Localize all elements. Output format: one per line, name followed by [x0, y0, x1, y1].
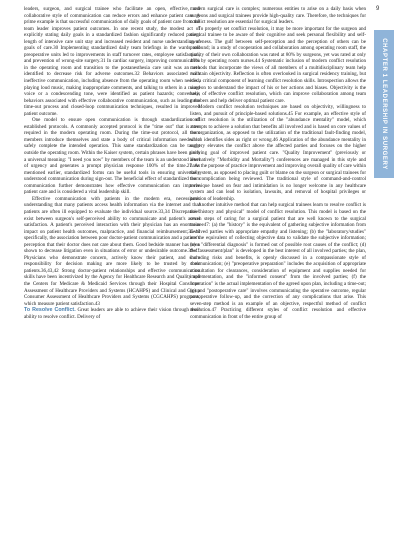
paragraph: modern surgical care is complex; numerous entities to arise on a daily basis when surgeons and surgical trainees provide high-quality care. Therefore, the techniques for conflict resolution are essential for surgical leaders. — [190, 6, 366, 26]
paragraph: Another intuitive method that can help surgical trainees learn to resolve conflict is the "history and physical" model of conflict resolution. This model is based on the seven steps of caring for a surgical patient that are well known to the surgical trainee47: (a) the "history" is the equivalent of gathering subjective information from involved parties with appropriate empathy and listening; (b) the "laboratory/studies" are the equivalent of collecting objective data to validate the subjective information; (c) a "differential diagnosis" is formed out of possible root causes of the conflict; (d) the "assessment/plan" is developed in the best interest of all involved parties; the plan, including risks and benefits, is openly discussed in a compassionate style of communication; (e) "preoperative preparation" includes the acquisition of appropriate consultation for clearances, consideration of equipment and supplies needed for implementation, and the "informed consent" from the involved parties; (f) the "operation" is the actual implementation of the agreed upon plan, including a time-out; (g) and "postoperative care" involves communicating the operative outcome, regular postoperative follow-up, and the correction of any complications that arise. This seven-step method is an example of an objective, respectful method of conflict resolution.47 Practicing different styles of conflict resolution and effective communication in front of the entire group of — [190, 202, 366, 320]
paragraph: One model to ensure open communication is through standardization of established protocols. A commonly accepted protocol is the "time out" that is now required in the modern operating room. During the time-out protocol, all team members introduce themselves and state a body of critical information needed to safely complete the intended operation. This same standardization can be taught outside the operating room. Within the Kaiser system, certain phrases have been given a universal meaning: "I need you now" by members of the team is an understood level of urgency and generates a prompt physician response 100% of the time.27 As mentioned earlier, standardized forms can be useful tools in ensuring universally understood communication during sign-out. The beneficial effect of standardized team communication further demonstrates how effective communication can improve patient care and is considered a vital leadership skill. — [24, 117, 200, 196]
paragraph: leaders, surgeon, and surgical trainee who facilitate an open, effective, and collaborative style of communication can reduce errors and enhance patient care. A prime example is that successful communication of daily goals of patient care from the team leader improves patient outcomes. In one recent study, the modest act of explicitly stating daily goals in a standardized fashion significantly reduced patient length of intensive care unit stay and increased resident and nurse understanding of goals of care.30 Implementing standardized daily team briefings in the wards and preoperative units led to improvements in staff turnover rates, employee satisfaction, and prevention of wrong-site surgery.31 In cardiac surgery, improving communication in the operating room and transition to the postanesthesia care unit was an area identified to decrease risk for adverse outcomes.32 Behaviors associated with ineffective communication, including absence from the operating room when needed, playing loud music, making inappropriate comments, and talking to others in a raised voice or a condescending tone, were identified as patient hazards; conversely, behaviors associated with effective collaborative communication, such as leading the time-out process and closed-loop communication techniques, resulted in improved patient outcome. — [24, 6, 200, 117]
section-heading: To Resolve Conflict. — [24, 307, 76, 314]
paragraph-text: Great leaders are able to achieve their vision through their ability to resolve conflict. Delivery of — [24, 307, 200, 320]
paragraph: Effective communication with patients in the modern era, necessitates understanding that many patients access health information via the internet and that patients are often ill equipped to evaluate the individual source.33,34 Discrepancies exist between surgeon's self-perceived ability to communicate and patient's actual satisfaction. A patient's perceived interaction with their physician has an enormous impact on patient health outcomes, malpractice, and financial reimbursement;35-40 specifically, the association between poor doctor-patient communication and a patient's perception that their doctor does not care about them. Good bedside manner has been shown to decrease litigation even in situations of error or undesirable outcome.39-41 Physicians who demonstrate concern, actively know their patient, and share responsibility for decision making are more likely to be trusted by their patients.36,43,42 Strong doctor-patient relationships and effective communication skills have been incentivized by the Agency for Healthcare Research and Quality and the Centers for Medicare & Medicaid Services through their Hospital Consumer Assessment of Healthcare Providers and Systems (HCAHPS) and Clinical and Group Consumer Assessment of Healthcare Providers and Systems (CGCAHPS) programs, which measure patient satisfaction.43 — [24, 195, 200, 307]
paragraph: To properly set conflict resolution, it may be more important for the surgeon and surgical trainee to be aware of their cognitive and seek personal flexibility and self-awareness. The gulf between self-perception and the perception of others can be profound; in a study of cooperation and collaboration among operating room staff, the quality of their own collaboration was rated at 80% by surgeons, yet was rated at only 48% by operating room nurses.44 Systematic inclusion of modern conflict resolution methods that incorporate the views of all members of a multidisciplinary team help maintain objectivity. Reflection is often overlooked in surgical residency training, but it is a critical component of learning conflict resolution skills. Introspection allows the surgeon to understand the impact of his or her actions and biases. Objectivity is the basis of effective conflict resolution, which can improve collaboration among team members and help deliver optimal patient care. — [190, 25, 366, 104]
right-text-column — [190, 6, 366, 320]
paragraph: Modern conflict resolution techniques are based on objectivity, willingness to listen, and pursuit of principle-based solutions.45 For example, an effective style of conflict resolution is the utilization of the "abundance mentality" model, which attempts to achieve a solution that benefits all involved and is based on core values of the organization, as opposed to the utilization of the traditional fault-finding model, which identifies sides as right or wrong.46 Application of the abundance mentality in surgery elevates the conflict above the affected parties and focuses on the higher unifying goal of improved patient care. "Quality Improvement" (previously or alternatively "Morbidity and Mortality") conferences are managed in this style and have the purpose of practice improvement and improving overall quality of care within the system, as opposed to placing guilt or blame on the surgeon or surgical trainees for the complication being reviewed. The traditional style of command-and-control technique based on fear and intimidation is no longer welcome in any healthcare system and can lead to isolation, lawsuits, and removal of hospital privileges or position of leadership. — [190, 104, 366, 202]
chapter-side-tab — [374, 30, 394, 178]
page-number: 9 — [376, 6, 380, 12]
chapter-side-tab-label: CHAPTER 1 LEADERSHIP IN SURGERY — [381, 38, 387, 170]
left-text-column — [24, 6, 200, 320]
